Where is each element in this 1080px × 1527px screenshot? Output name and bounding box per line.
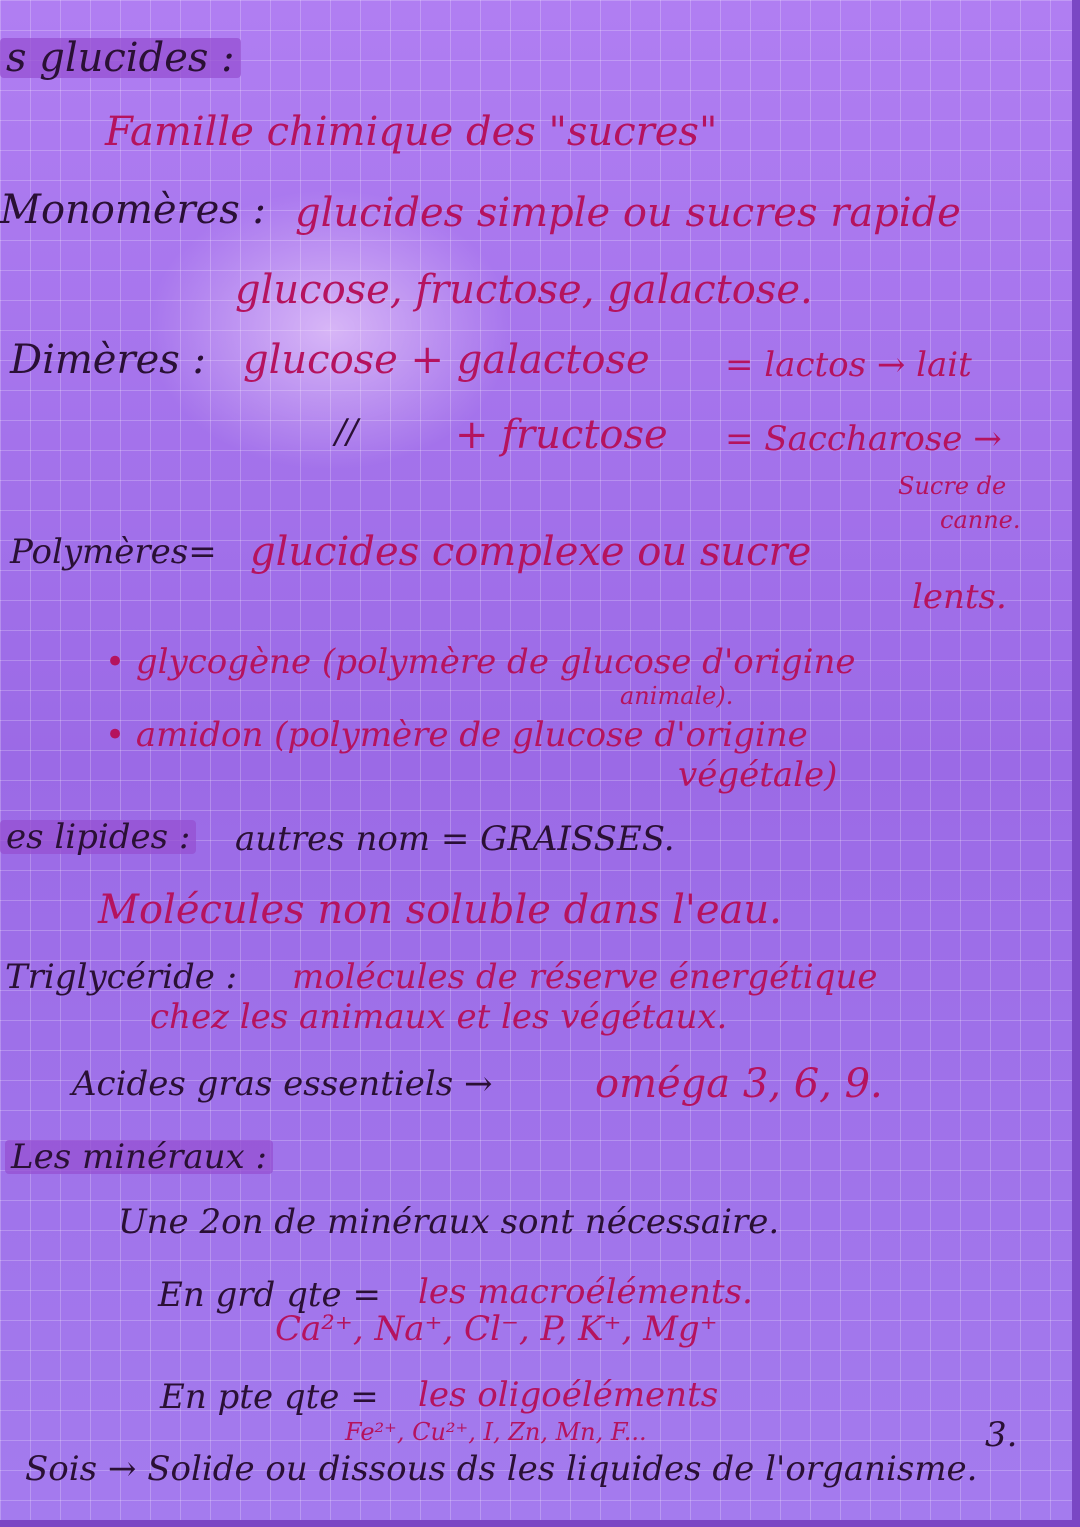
dimere2-note-line1: Sucre de bbox=[898, 472, 1007, 500]
oligo-value: les oligoéléments bbox=[418, 1375, 719, 1415]
bullet-glycogene: • glycogène (polymère de glucose d'origine bbox=[105, 642, 856, 682]
acides-gras-label: Acides gras essentiels → bbox=[72, 1064, 493, 1104]
macro-value: les macroéléments. bbox=[418, 1272, 753, 1312]
page-number: 3. bbox=[985, 1415, 1018, 1455]
macro-label: En grd qte = bbox=[158, 1275, 381, 1315]
monomeres-examples: glucose, fructose, galactose. bbox=[235, 267, 813, 313]
dimere2-note-line2: canne. bbox=[940, 506, 1021, 534]
glucides-definition: Famille chimique des "sucres" bbox=[105, 109, 718, 155]
polymeres-label: Polymères= bbox=[10, 532, 217, 572]
dimeres-label: Dimères : bbox=[10, 337, 206, 383]
triglyceride-text-cont: chez les animaux et les végétaux. bbox=[150, 997, 728, 1037]
footer-note: Sois → Solide ou dissous ds les liquides de l'organisme. bbox=[25, 1449, 978, 1489]
dimere2-left: + fructose bbox=[455, 412, 668, 458]
lipides-definition: Molécules non soluble dans l'eau. bbox=[98, 887, 782, 933]
section-heading-mineraux: Les minéraux : bbox=[5, 1140, 273, 1174]
triglyceride-label: Triglycéride : bbox=[5, 957, 238, 997]
dimere1-left: glucose + galactose bbox=[243, 337, 650, 383]
dimere1-right: = lactos → lait bbox=[725, 345, 972, 385]
section-heading-glucides: s glucides : bbox=[0, 38, 241, 78]
bullet-amidon-cont: végétale) bbox=[678, 755, 838, 795]
macro-list: Ca²⁺, Na⁺, Cl⁻, P, K⁺, Mg⁺ bbox=[275, 1309, 718, 1349]
dimere2-right: = Saccharose → bbox=[725, 419, 1002, 459]
dimere2-ditto: // bbox=[335, 412, 358, 452]
polymeres-text-cont: lents. bbox=[912, 577, 1007, 617]
lipides-other-name: autres nom = GRAISSES. bbox=[235, 819, 675, 859]
monomeres-label: Monomères : bbox=[0, 187, 266, 233]
monomeres-text: glucides simple ou sucres rapide bbox=[295, 190, 961, 236]
mineraux-intro: Une 2on de minéraux sont nécessaire. bbox=[118, 1202, 780, 1242]
section-heading-lipides: es lipides : bbox=[0, 820, 196, 854]
oligo-label: En pte qte = bbox=[160, 1377, 379, 1417]
oligo-list: Fe²⁺, Cu²⁺, I, Zn, Mn, F... bbox=[345, 1418, 647, 1446]
triglyceride-text: molécules de réserve énergétique bbox=[292, 957, 878, 997]
bullet-amidon: • amidon (polymère de glucose d'origine bbox=[105, 715, 808, 755]
polymeres-text: glucides complexe ou sucre bbox=[250, 529, 812, 575]
bullet-glycogene-cont: animale). bbox=[620, 682, 734, 710]
acides-gras-value: oméga 3, 6, 9. bbox=[595, 1061, 883, 1107]
